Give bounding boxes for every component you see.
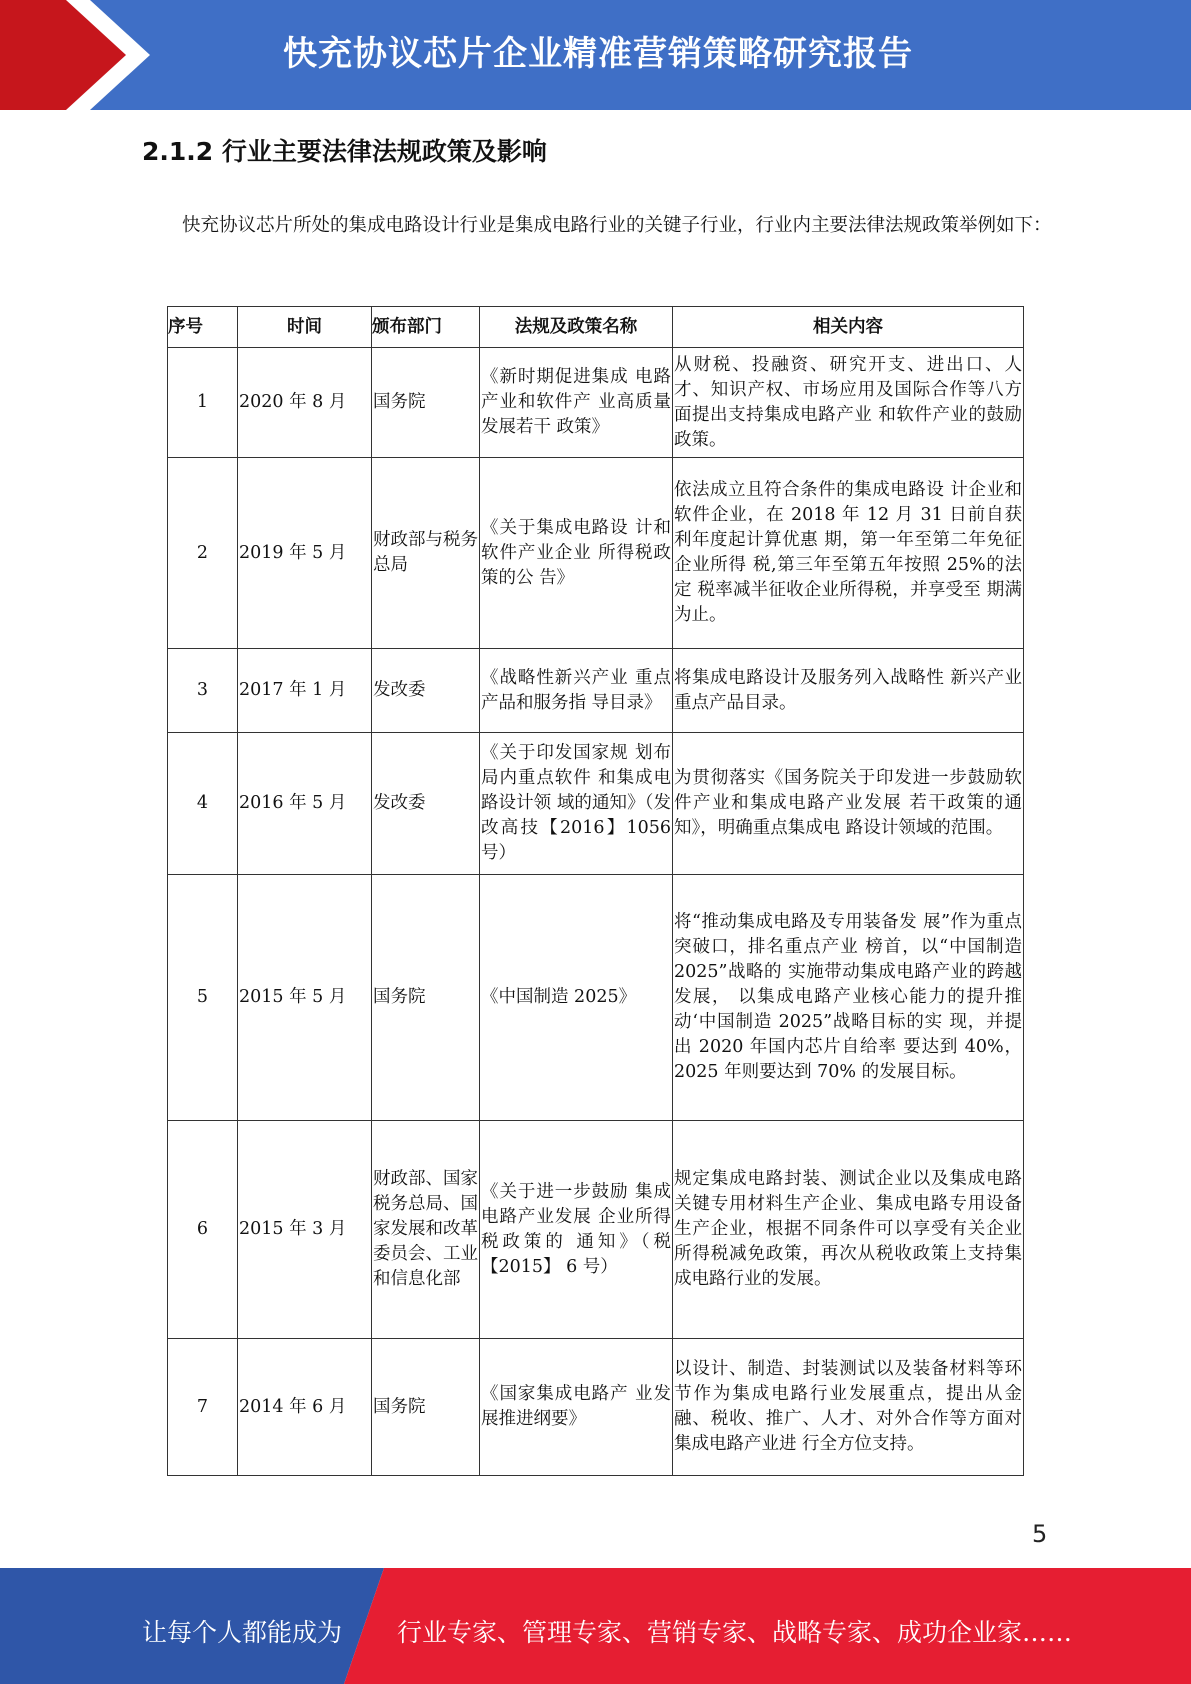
table-row [168, 649, 1024, 733]
cell-name: 《新时期促进集成 电路产业和软件产 业高质量发展若干 政策》 [480, 348, 673, 458]
cell-content: 为贯彻落实《国务院关于印发进一步鼓励软件产业和集成电路产业发展 若干政策的通知》，明确重点集成电 路设计领域的范围。 [673, 733, 1024, 875]
cell-no: 6 [168, 1121, 238, 1339]
header-chevron-logo [0, 0, 160, 110]
cell-name: 《关于印发国家规 划布局内重点软件 和集成电路设计领 域的通知》（发改高技【2016】1056 号） [480, 733, 673, 875]
cell-no: 1 [168, 348, 238, 458]
page-number: 5 [1032, 1520, 1048, 1548]
cell-dept: 国务院 [372, 348, 480, 458]
table-row [168, 1121, 1024, 1339]
cell-no: 7 [168, 1339, 238, 1476]
cell-name: 《中国制造 2025》 [480, 875, 673, 1121]
table-header-row [168, 307, 1024, 348]
cell-content: 将“推动集成电路及专用装备发 展”作为重点突破口，排名重点产业 榜首，以“中国制造 2025”战略的 实施带动集成电路产业的跨越发展， 以集成电路产业核心能力的提升推 动‘中国制造 2025”战略目标的实 现，并提出 2020 年国内芯片自给率 要达到 40%，2025 年则要达到 70% 的发展目标。 [673, 875, 1024, 1121]
table-row [168, 875, 1024, 1121]
cell-time: 2017 年 1 月 [238, 649, 372, 733]
report-title: 快充协议芯片企业精准营销策略研究报告 [283, 34, 913, 74]
cell-name: 《战略性新兴产业 重点产品和服务指 导目录》 [480, 649, 673, 733]
cell-time: 2016 年 5 月 [238, 733, 372, 875]
header-content: 相关内容 [673, 307, 1024, 348]
policy-table [167, 306, 1024, 1476]
header-name: 法规及政策名称 [480, 307, 673, 348]
footer-slogan-left: 让每个人都能成为 [142, 1618, 343, 1647]
cell-dept: 发改委 [372, 649, 480, 733]
cell-dept: 财政部与税务总局 [372, 458, 480, 649]
cell-dept: 发改委 [372, 733, 480, 875]
cell-content: 从财税、投融资、研究开支、进出口、人才、知识产权、市场应用及国际合作等八方面提出支持集成电路产业 和软件产业的鼓励政策。 [673, 348, 1024, 458]
table-row [168, 1339, 1024, 1476]
cell-no: 5 [168, 875, 238, 1121]
intro-paragraph: 快充协议芯片所处的集成电路设计行业是集成电路行业的关键子行业，行业内主要法律法规政策举例如下： [182, 215, 1052, 236]
cell-dept: 国务院 [372, 1339, 480, 1476]
cell-name: 《国家集成电路产 业发展推进纲要》 [480, 1339, 673, 1476]
cell-no: 3 [168, 649, 238, 733]
header-bar [0, 0, 1191, 110]
cell-dept: 国务院 [372, 875, 480, 1121]
cell-time: 2019 年 5 月 [238, 458, 372, 649]
table-row [168, 458, 1024, 649]
cell-no: 2 [168, 458, 238, 649]
footer-slogan-right: 行业专家、管理专家、营销专家、战略专家、成功企业家…… [397, 1618, 1073, 1647]
cell-content: 以设计、制造、封装测试以及装备材料等环节作为集成电路行业发展重点，提出从金融、税收、推广、人才、对外合作等方面对集成电路产业进 行全方位支持。 [673, 1339, 1024, 1476]
table-row [168, 348, 1024, 458]
table-row [168, 733, 1024, 875]
cell-time: 2015 年 5 月 [238, 875, 372, 1121]
section-title: 2.1.2 行业主要法律法规政策及影响 [142, 137, 547, 166]
cell-content: 依法成立且符合条件的集成电路设 计企业和软件企业，在 2018 年 12 月 31 日前自获利年度起计算优惠 期，第一年至第二年免征企业所得 税,第三年至第五年按照 25%的法定 税率减半征收企业所得税，并享受至 期满为止。 [673, 458, 1024, 649]
cell-name: 《关于集成电路设 计和软件产业企业 所得税政策的公 告》 [480, 458, 673, 649]
header-dept: 颁布部门 [372, 307, 480, 348]
header-no: 序号 [168, 307, 238, 348]
cell-dept: 财政部、国家税务总局、国家发展和改革委员会、工业和信息化部 [372, 1121, 480, 1339]
cell-content: 将集成电路设计及服务列入战略性 新兴产业重点产品目录。 [673, 649, 1024, 733]
header-time: 时间 [238, 307, 372, 348]
cell-name: 《关于进一步鼓励 集成电路产业发展 企业所得税政策的 通知》（税【2015】 6 号） [480, 1121, 673, 1339]
cell-time: 2015 年 3 月 [238, 1121, 372, 1339]
cell-content: 规定集成电路封装、测试企业以及集成电路关键专用材料生产企业、集成电路专用设备生产企业，根据不同条件可以享受有关企业所得税减免政策，再次从税收政策上支持集成电路行业的发展。 [673, 1121, 1024, 1339]
cell-no: 4 [168, 733, 238, 875]
cell-time: 2014 年 6 月 [238, 1339, 372, 1476]
cell-time: 2020 年 8 月 [238, 348, 372, 458]
